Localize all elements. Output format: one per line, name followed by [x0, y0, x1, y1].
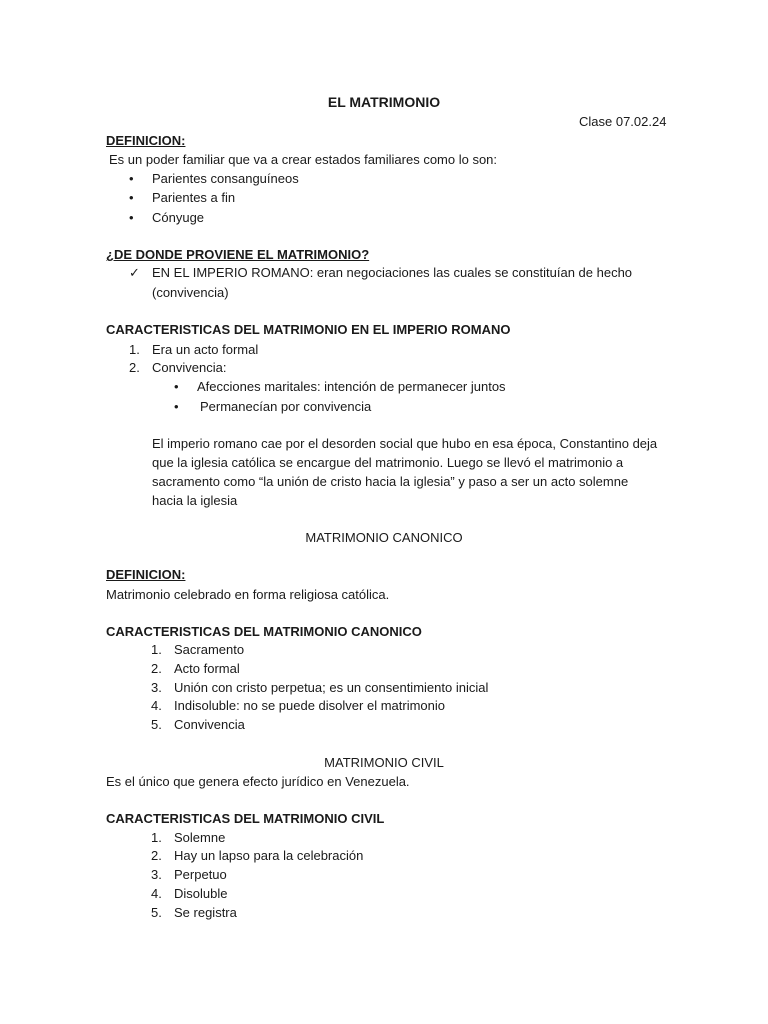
number-marker: 4. — [151, 698, 162, 713]
roman-heading: CARACTERISTICAS DEL MATRIMONIO EN EL IMPERIO ROMANO — [106, 322, 511, 337]
list-item: Parientes consanguíneos — [152, 171, 299, 186]
number-marker: 5. — [151, 717, 162, 732]
number-marker: 2. — [129, 360, 140, 375]
sub-list-item: Permanecían por convivencia — [200, 399, 372, 414]
list-item: Unión con cristo perpetua; es un consentimiento inicial — [174, 680, 489, 695]
definition-text: Es un poder familiar que va a crear estados familiares como lo son: — [109, 152, 498, 167]
origin-heading: ¿DE DONDE PROVIENE EL MATRIMONIO? — [106, 247, 370, 262]
sub-list-item: Afecciones maritales: intención de permanecer juntos — [197, 379, 506, 394]
list-item: Parientes a fin — [152, 190, 236, 205]
list-item: Disoluble — [174, 886, 228, 901]
list-item: Cónyuge — [152, 210, 205, 225]
number-marker: 1. — [151, 642, 162, 657]
canonico-title: MATRIMONIO CANONICO — [305, 530, 463, 545]
check-marker: ✓ — [129, 265, 140, 280]
bullet-marker: • — [129, 171, 134, 186]
civil-characteristics-heading: CARACTERISTICAS DEL MATRIMONIO CIVIL — [106, 811, 385, 826]
document-title: EL MATRIMONIO — [327, 94, 441, 110]
bullet-marker: • — [129, 210, 134, 225]
list-item: Sacramento — [174, 642, 245, 657]
canonico-definition-text: Matrimonio celebrado en forma religiosa católica. — [106, 587, 390, 602]
list-item: Hay un lapso para la celebración — [174, 848, 364, 863]
origin-text-line1: EN EL IMPERIO ROMANO: eran negociaciones las cuales se constituían de hecho — [152, 265, 633, 280]
bullet-marker: • — [174, 399, 179, 414]
roman-paragraph: El imperio romano cae por el desorden social que hubo en esa época, Constantino deja que la iglesia católica se encargue del matrimonio. Luego se llevó el matrimonio a sacramento como “la unión de cristo hacia la iglesia” y paso a ser un acto solemne hacia la iglesia — [152, 436, 658, 508]
number-marker: 3. — [151, 680, 162, 695]
number-marker: 3. — [151, 867, 162, 882]
definition-heading: DEFINICION: — [106, 133, 186, 148]
canonico-definition-heading: DEFINICION: — [106, 567, 186, 582]
list-item: Indisoluble: no se puede disolver el matrimonio — [174, 698, 445, 713]
canonico-characteristics-heading: CARACTERISTICAS DEL MATRIMONIO CANONICO — [106, 624, 422, 639]
number-marker: 4. — [151, 886, 162, 901]
list-item: Convivencia — [174, 717, 245, 732]
number-marker: 1. — [129, 342, 140, 357]
civil-title: MATRIMONIO CIVIL — [324, 755, 444, 770]
list-item: Era un acto formal — [152, 342, 259, 357]
origin-text-line2: (convivencia) — [152, 285, 229, 300]
bullet-marker: • — [129, 190, 134, 205]
list-item: Perpetuo — [174, 867, 227, 882]
civil-text: Es el único que genera efecto jurídico en Venezuela. — [106, 774, 410, 789]
number-marker: 2. — [151, 661, 162, 676]
list-item: Convivencia: — [152, 360, 227, 375]
list-item: Se registra — [174, 905, 237, 920]
class-date: Clase 07.02.24 — [579, 114, 667, 129]
number-marker: 2. — [151, 848, 162, 863]
number-marker: 1. — [151, 830, 162, 845]
bullet-marker: • — [174, 379, 179, 394]
number-marker: 5. — [151, 905, 162, 920]
list-item: Solemne — [174, 830, 226, 845]
list-item: Acto formal — [174, 661, 240, 676]
